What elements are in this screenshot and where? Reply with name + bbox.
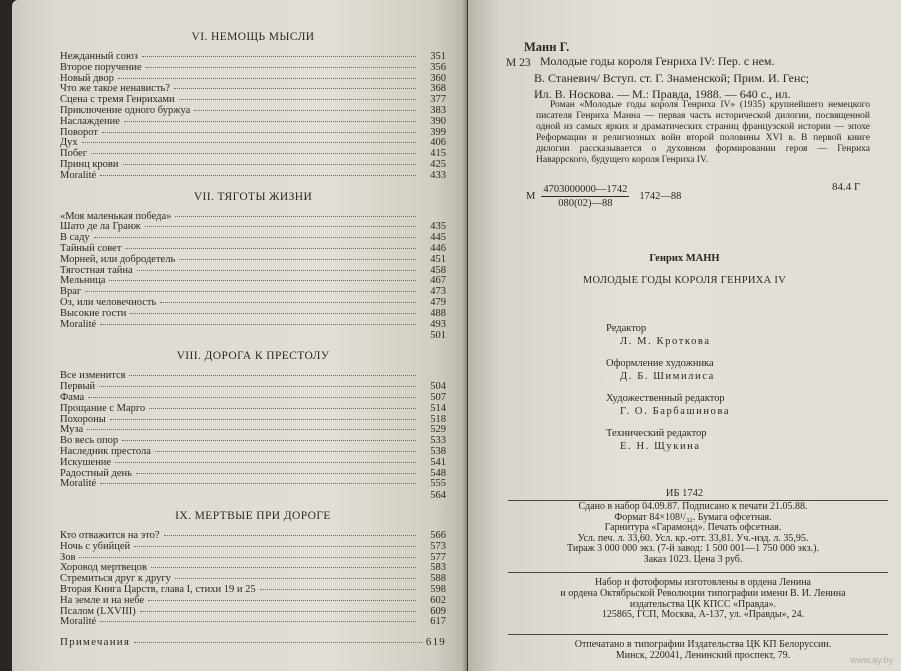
entry-title: Морней, или добродетель <box>60 253 176 265</box>
dot-leader <box>140 611 416 612</box>
catalog-code: М 23 <box>506 57 531 69</box>
typesetting-details <box>518 578 888 621</box>
entry-title: Приключение одного буржуа <box>60 104 191 116</box>
entry-page: 566 <box>430 530 446 542</box>
entry-title: Искушение <box>60 456 112 468</box>
entry-page: 473 <box>430 286 446 298</box>
book-author: Генрих МАНН <box>649 253 720 264</box>
bib-line: Ил. В. Носкова. — М.: Правда, 1988. — 640 с., ил. <box>534 87 791 101</box>
entry-page: 518 <box>430 413 446 425</box>
entry-page: 406 <box>430 137 446 149</box>
entry-page: 351 <box>430 51 446 62</box>
entry-title: Наследник престола <box>60 445 151 457</box>
entry-title: Вторая Книга Царств, глава I, стихи 19 и 25 <box>60 584 256 596</box>
dot-leader <box>102 132 416 133</box>
entry-title: Поворот <box>60 126 98 138</box>
entry-title: Похороны <box>60 413 106 425</box>
dot-leader <box>100 621 416 622</box>
toc-entry <box>60 404 446 415</box>
credit-role: Редактор <box>606 323 647 334</box>
dot-leader <box>110 419 416 420</box>
dot-leader <box>164 535 416 536</box>
left-page <box>12 0 467 671</box>
entry-page: 617 <box>430 616 446 628</box>
entry-page: 488 <box>430 307 446 319</box>
entry-title: Оз, или человечность <box>60 296 157 308</box>
toc-entry <box>60 255 446 266</box>
divider <box>508 572 888 573</box>
part-title: IX. МЕРТВЫЕ ПРИ ДОРОГЕ <box>175 510 331 523</box>
toc-entries <box>60 52 446 182</box>
entry-title: Наслаждение <box>60 115 120 127</box>
entry-page: 493 <box>430 318 446 330</box>
entry-title: Мельница <box>60 275 106 287</box>
bib-line: В. Станевич/ Вступ. ст. Г. Знаменской; Прим. И. Генс; <box>534 70 810 85</box>
entry-page: 555 <box>430 478 446 490</box>
print-line: Гарнитура «Гарамонд». Печать офсетная. <box>604 522 782 533</box>
entry-title: Сцена с тремя Генрихами <box>60 94 175 106</box>
toc-entry <box>60 171 446 182</box>
final-line: Отпечатано в типографии Издательства ЦК КП Белоруссии. <box>574 639 832 650</box>
dot-leader <box>118 78 416 79</box>
entry-page: 573 <box>430 540 446 552</box>
entry-title: Принц крови <box>60 158 119 170</box>
bib-line: Молодые годы короля Генриха IV: Пер. с нем. <box>540 54 775 68</box>
dot-leader <box>179 259 416 260</box>
dot-leader <box>130 313 416 314</box>
dot-leader <box>82 142 416 143</box>
entry-title: Побег <box>60 148 88 160</box>
toc-section <box>60 190 446 342</box>
entry-page: 541 <box>430 456 446 468</box>
toc-entry <box>60 309 446 320</box>
print-line: Формат 84×108¹/₃₂. Бумага офсетная. <box>614 511 772 523</box>
part-title: VI. НЕМОЩЬ МЫСЛИ <box>191 31 315 43</box>
index-prefix: М <box>526 191 536 202</box>
entry-page: 609 <box>430 605 446 617</box>
classification-code: 84.4 Г <box>832 181 861 193</box>
entry-page: 467 <box>430 275 446 287</box>
entry-title: Псалом (LXVIII) <box>60 605 136 617</box>
toc-entry <box>60 469 446 480</box>
print-line: Заказ 1023. Цена 3 руб. <box>643 553 743 565</box>
entry-title: Moralité <box>60 169 97 181</box>
entry-page: 399 <box>430 126 446 138</box>
credit-name: Л. М. Кроткова <box>620 336 711 347</box>
dot-leader <box>85 291 416 292</box>
toc-section <box>60 349 446 501</box>
credit-role: Технический редактор <box>606 428 707 439</box>
dot-leader <box>88 397 416 398</box>
dot-leader <box>149 408 416 409</box>
dot-leader <box>134 546 416 547</box>
dot-leader <box>129 375 416 376</box>
entry-title: Хоровод мертвецов <box>60 562 147 574</box>
toc-section <box>60 509 446 628</box>
toc-notes-entry <box>60 636 446 648</box>
entry-page: 602 <box>430 594 446 606</box>
entry-page: 529 <box>430 424 446 436</box>
entry-title: Зов <box>60 551 76 563</box>
print-line: Тираж 3 000 000 экз. (7-й завод: 1 500 001—1 750 000 экз.). <box>567 543 819 554</box>
dot-leader <box>99 386 416 387</box>
imprint-page <box>468 0 901 671</box>
entry-page: 514 <box>430 402 446 414</box>
entry-title: Фама <box>60 391 85 403</box>
entry-page: 533 <box>430 435 446 447</box>
book-title: МОЛОДЫЕ ГОДЫ КОРОЛЯ ГЕНРИХА IV <box>582 275 787 286</box>
toc-entries <box>60 212 446 331</box>
toc-entry <box>60 479 446 490</box>
entry-title: Муза <box>60 424 84 436</box>
entry-title: Ночь с убийцей <box>60 540 131 552</box>
entry-title: Дух <box>60 137 78 149</box>
entry-page: 446 <box>430 242 446 254</box>
part-title: VIII. ДОРОГА К ПРЕСТОЛУ <box>176 350 330 363</box>
entry-title: Первый <box>60 381 96 393</box>
credit-name: Д. Б. Шимилиса <box>620 371 715 382</box>
toc-entry <box>60 222 446 233</box>
dot-leader <box>122 440 416 441</box>
entry-title: Moralité <box>60 478 97 490</box>
entry-title: Что же такое ненависть? <box>60 83 170 95</box>
entry-page: 577 <box>430 551 446 563</box>
entry-title: Стремиться друг к другу <box>60 573 171 585</box>
dot-leader <box>260 589 416 590</box>
entry-page: 501 <box>430 330 446 342</box>
dot-leader <box>100 175 416 176</box>
toc-entry <box>60 117 446 128</box>
dot-leader <box>123 164 417 165</box>
publication-index <box>526 184 681 209</box>
part-title: VII. ТЯГОТЫ ЖИЗНИ <box>193 190 313 203</box>
entry-title: Прощание с Марго <box>60 402 146 414</box>
entry-title: Новый двор <box>60 72 114 84</box>
entry-page: 583 <box>430 562 446 574</box>
entry-title: Moralité <box>60 318 97 330</box>
print-line: Усл. печ. л. 33,60. Усл. кр.-отт. 33,81. Уч.-изд. л. 35,95. <box>577 532 809 544</box>
credit-name: Г. О. Барбашинова <box>620 406 731 417</box>
table-of-contents <box>60 30 446 648</box>
dot-leader <box>151 567 416 568</box>
dot-leader <box>179 99 416 100</box>
toc-entry <box>60 458 446 469</box>
entry-page: 451 <box>430 253 446 265</box>
dot-leader <box>115 462 416 463</box>
toc-entry <box>60 447 446 458</box>
dot-leader <box>100 324 416 325</box>
entry-title: Тайный совет <box>60 242 122 254</box>
entry-title: Шато де ла Гранж <box>60 221 141 233</box>
entry-page: 377 <box>430 94 446 106</box>
catalog-author: Манн Г. <box>524 40 570 54</box>
print-details <box>528 502 858 565</box>
dot-leader <box>79 557 416 558</box>
index-numerator: 4703000000—1742 <box>543 184 628 195</box>
index-suffix: 1742—88 <box>639 191 682 202</box>
dot-leader <box>125 248 416 249</box>
dot-leader <box>160 302 416 303</box>
notes-page: 619 <box>425 636 446 649</box>
right-page <box>468 0 901 671</box>
entry-page: 433 <box>430 169 446 181</box>
entry-title: Moralité <box>60 616 97 628</box>
toc-entry <box>60 617 446 628</box>
entry-title: Радостный день <box>60 467 132 479</box>
entry-page: 356 <box>430 61 446 73</box>
entry-page: 588 <box>430 573 446 585</box>
toc-entry <box>60 266 446 277</box>
toc-entry <box>60 382 446 393</box>
entry-page: 415 <box>430 148 446 160</box>
entry-page: 360 <box>430 72 446 84</box>
entry-page: 479 <box>430 296 446 308</box>
toc-entry <box>60 415 446 426</box>
credits <box>606 322 846 462</box>
dot-leader <box>137 270 416 271</box>
entry-title: Во весь опор <box>60 435 119 447</box>
entry-page: 368 <box>430 83 446 95</box>
entry-title: Все изменится <box>60 370 126 382</box>
credit-role: Оформление художника <box>606 358 714 369</box>
maker-line: Набор и фотоформы изготовлены в ордена Ленина <box>595 577 811 588</box>
toc-entries <box>60 371 446 490</box>
entry-title: Кто отважится на это? <box>60 530 160 542</box>
dot-leader <box>134 642 422 643</box>
dot-leader <box>194 110 416 111</box>
toc-entries <box>60 531 446 628</box>
dot-leader <box>146 67 416 68</box>
dot-leader <box>100 483 416 484</box>
print-line: Сдано в набор 04.09.87. Подписано к печати 21.05.88. <box>578 501 808 512</box>
entry-title: Тягостная тайна <box>60 264 133 276</box>
entry-title: Нежданный союз <box>60 51 138 62</box>
dot-leader <box>91 153 416 154</box>
toc-entry <box>60 276 446 287</box>
dot-leader <box>94 237 416 238</box>
entry-page: 458 <box>430 264 446 276</box>
toc-entry <box>60 607 446 618</box>
entry-page: 548 <box>430 467 446 479</box>
entry-title: Враг <box>60 286 82 298</box>
watermark: www.ay.by <box>850 655 893 665</box>
dot-leader <box>136 473 416 474</box>
bibliographic-record <box>534 53 874 103</box>
toc-section <box>60 30 446 182</box>
entry-title: «Моя маленькая победа» <box>60 210 172 222</box>
entry-page: 504 <box>430 381 446 393</box>
printing-house <box>518 640 888 662</box>
entry-page: 390 <box>430 115 446 127</box>
notes-title: Примечания <box>60 636 131 649</box>
toc-entry <box>60 542 446 553</box>
dot-leader <box>174 88 416 89</box>
entry-title: В саду <box>60 232 90 244</box>
dot-leader <box>124 121 416 122</box>
toc-entry <box>60 320 446 331</box>
entry-page: 507 <box>430 391 446 403</box>
entry-title: Второе поручение <box>60 61 142 73</box>
dot-leader <box>145 226 416 227</box>
dot-leader <box>148 600 416 601</box>
dot-leader <box>109 280 416 281</box>
entry-title: Высокие гости <box>60 307 127 319</box>
toc-entry <box>60 371 446 382</box>
maker-line: 125865, ГСП, Москва, А-137, ул. «Правды», 24. <box>601 609 805 621</box>
final-line: Минск, 220041, Ленинский проспект, 79. <box>615 649 791 661</box>
entry-title: На земле и на небе <box>60 594 145 606</box>
toc-entry <box>60 128 446 139</box>
annotation-text: Роман «Молодые годы короля Генриха IV» (1935) крупнейшего немецкого писателя Генриха Манна — первая часть исторической дилогии, посвященной одной из самых ярких и драматических страниц французской истории — эпохе Реформации и религиозных войн второй половины XVI в. В первой книге дилогии рассказывается о духовном формировании героя — Генриха Наваррского, будущего короля Генриха IV. <box>536 100 870 165</box>
entry-page: 383 <box>430 104 446 116</box>
maker-line: и ордена Октябрьской Революции типографии имени В. И. Ленина <box>560 587 846 599</box>
toc-entry <box>60 160 446 171</box>
index-fraction <box>541 184 629 209</box>
toc-entry <box>60 138 446 149</box>
entry-page: 598 <box>430 584 446 596</box>
dot-leader <box>142 56 416 57</box>
maker-line: издательства ЦК КПСС «Правда». <box>629 598 777 610</box>
entry-page: 425 <box>430 158 446 170</box>
dot-leader <box>175 216 416 217</box>
toc-entry <box>60 63 446 74</box>
dot-leader <box>175 578 416 579</box>
index-denominator: 080(02)—88 <box>558 198 613 209</box>
ib-number: ИБ 1742 <box>665 488 704 499</box>
entry-page: 435 <box>430 221 446 233</box>
entry-page: 564 <box>430 490 446 502</box>
entry-page: 445 <box>430 232 446 244</box>
dot-leader <box>87 429 416 430</box>
credit-role: Художественный редактор <box>606 393 725 404</box>
dot-leader <box>155 451 416 452</box>
entry-page: 538 <box>430 445 446 457</box>
divider <box>508 634 888 635</box>
credit-name: Е. Н. Щукина <box>620 441 701 452</box>
